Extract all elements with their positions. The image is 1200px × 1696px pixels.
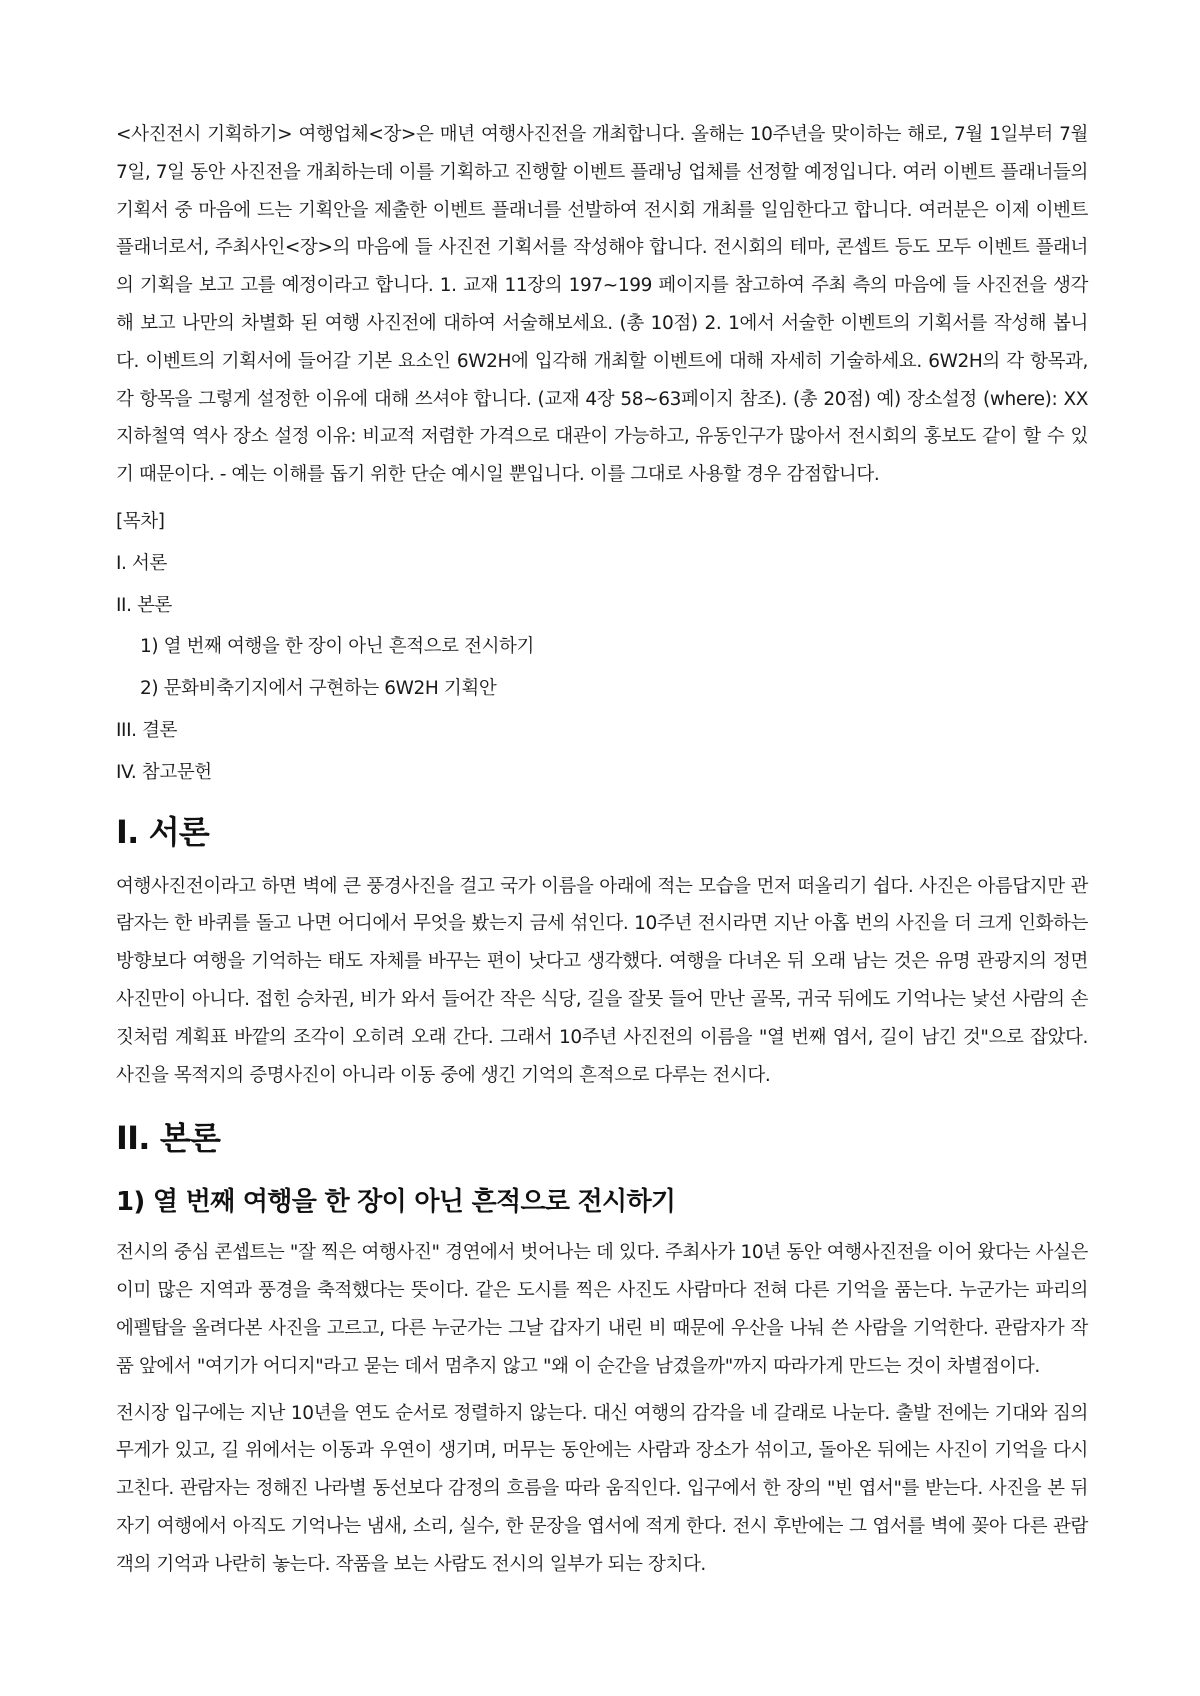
assignment-prompt: <사진전시 기획하기> 여행업체<장>은 매년 여행사진전을 개최합니다. 올해는 10주년을 맞이하는 해로, 7월 1일부터 7월 7일, 7일 동안 사진전을 개최하는데 이를 기획하고 진행할 이벤트 플래닝 업체를 선정할 예정입니다. 여러 이벤트 플래너들의 기획서 중 마음에 드는 기획안을 제출한 이벤트 플래너를 선발하여 전시회 개최를 일임한다고 합니다. 여러분은 이제 이벤트 플래너로서, 주최사인<장>의 마음에 들 사진전 기획서를 작성해야 합니다. 전시회의 테마, 콘셉트 등도 모두 이벤트 플래너의 기획을 보고 고를 예정이라고 합니다. 1. 교재 11장의 197~199 페이지를 참고하여 주최 측의 마음에 들 사진전을 생각해 보고 나만의 차별화 된 여행 사진전에 대하여 서술해보세요. (총 10점) 2. 1에서 서술한 이벤트의 기획서를 작성해 봅니다. 이벤트의 기획서에 들어갈 기본 요소인 6W2H에 입각해 개최할 이벤트에 대해 자세히 기술하세요. 6W2H의 각 항목과, 각 항목을 그렇게 설정한 이유에 대해 쓰셔야 합니다. (교재 4장 58~63페이지 참조). (총 20점) 예) 장소설정 (where): XX 지하철역 역사 장소 설정 이유: 비교적 저렴한 가격으로 대관이 가능하고, 유동인구가 많아서 전시회의 홍보도 같이 할 수 있기 때문이다. - 예는 이해를 돕기 위한 단순 예시일 뿐입니다. 이를 그대로 사용할 경우 감점합니다. [116, 124, 1088, 486]
subsection-1-paragraph-1: 전시의 중심 콘셉트는 "잘 찍은 여행사진" 경연에서 벗어나는 데 있다. 주최사가 10년 동안 여행사진전을 이어 왔다는 사실은 이미 많은 지역과 풍경을 축적했다는 뜻이다. 같은 도시를 찍은 사진도 사람마다 전혀 다른 기억을 품는다. 누군가는 파리의 에펠탑을 올려다본 사진을 고르고, 다른 누군가는 그날 갑자기 내린 비 때문에 우산을 나눠 쓴 사람을 기억한다. 관람자가 작품 앞에서 "여기가 어디지"라고 묻는 데서 멈추지 않고 "왜 이 순간을 남겼을까"까지 따라가게 만드는 것이 차별점이다. [116, 1242, 1088, 1377]
toc-item-body-sub2: 2) 문화비축기지에서 구현하는 6W2H 기획안 [140, 678, 497, 700]
toc-item-body-sub1: 1) 열 번째 여행을 한 장이 아닌 흔적으로 전시하기 [140, 636, 534, 658]
intro-paragraph: 여행사진전이라고 하면 벽에 큰 풍경사진을 걸고 국가 이름을 아래에 적는 모습을 먼저 떠올리기 쉽다. 사진은 아름답지만 관람자는 한 바퀴를 돌고 나면 어디에서 무엇을 봤는지 금세 섞인다. 10주년 전시라면 지난 아홉 번의 사진을 더 크게 인화하는 방향보다 여행을 기억하는 태도 자체를 바꾸는 편이 낫다고 생각했다. 여행을 다녀온 뒤 오래 남는 것은 유명 관광지의 정면 사진만이 아니다. 접힌 승차권, 비가 와서 들어간 작은 식당, 길을 잘못 들어 만난 골목, 귀국 뒤에도 기억나는 낯선 사람의 손짓처럼 계획표 바깥의 조각이 오히려 오래 간다. 그래서 10주년 사진전의 이름을 "열 번째 엽서, 길이 남긴 것"으로 잡았다. 사진을 목적지의 증명사진이 아니라 이동 중에 생긴 기억의 흔적으로 다루는 전시다. [116, 875, 1088, 1086]
toc-title: [목차] [116, 510, 165, 532]
section-heading-body: II. 본론 [116, 1119, 221, 1158]
subsection-1-paragraph-2: 전시장 입구에는 지난 10년을 연도 순서로 정렬하지 않는다. 대신 여행의 감각을 네 갈래로 나눈다. 출발 전에는 기대와 짐의 무게가 있고, 길 위에서는 이동과 우연이 생기며, 머무는 동안에는 사람과 장소가 섞이고, 돌아온 뒤에는 사진이 기억을 다시 고친다. 관람자는 정해진 나라별 동선보다 감정의 흐름을 따라 움직인다. 입구에서 한 장의 "빈 엽서"를 받는다. 사진을 본 뒤 자기 여행에서 아직도 기억나는 냄새, 소리, 실수, 한 문장을 엽서에 적게 한다. 전시 후반에는 그 엽서를 벽에 꽂아 다른 관람객의 기억과 나란히 놓는다. 작품을 보는 사람도 전시의 일부가 되는 장치다. [116, 1402, 1088, 1575]
toc-item-references: IV. 참고문헌 [116, 761, 212, 783]
section-heading-intro: I. 서론 [116, 812, 210, 851]
toc-item-body: II. 본론 [116, 594, 173, 616]
toc-item-conclusion: III. 결론 [116, 719, 178, 741]
subsection-heading-1: 1) 열 번째 여행을 한 장이 아닌 흔적으로 전시하기 [116, 1187, 676, 1218]
table-of-contents [116, 503, 1088, 792]
toc-item-intro: I. 서론 [116, 552, 167, 574]
